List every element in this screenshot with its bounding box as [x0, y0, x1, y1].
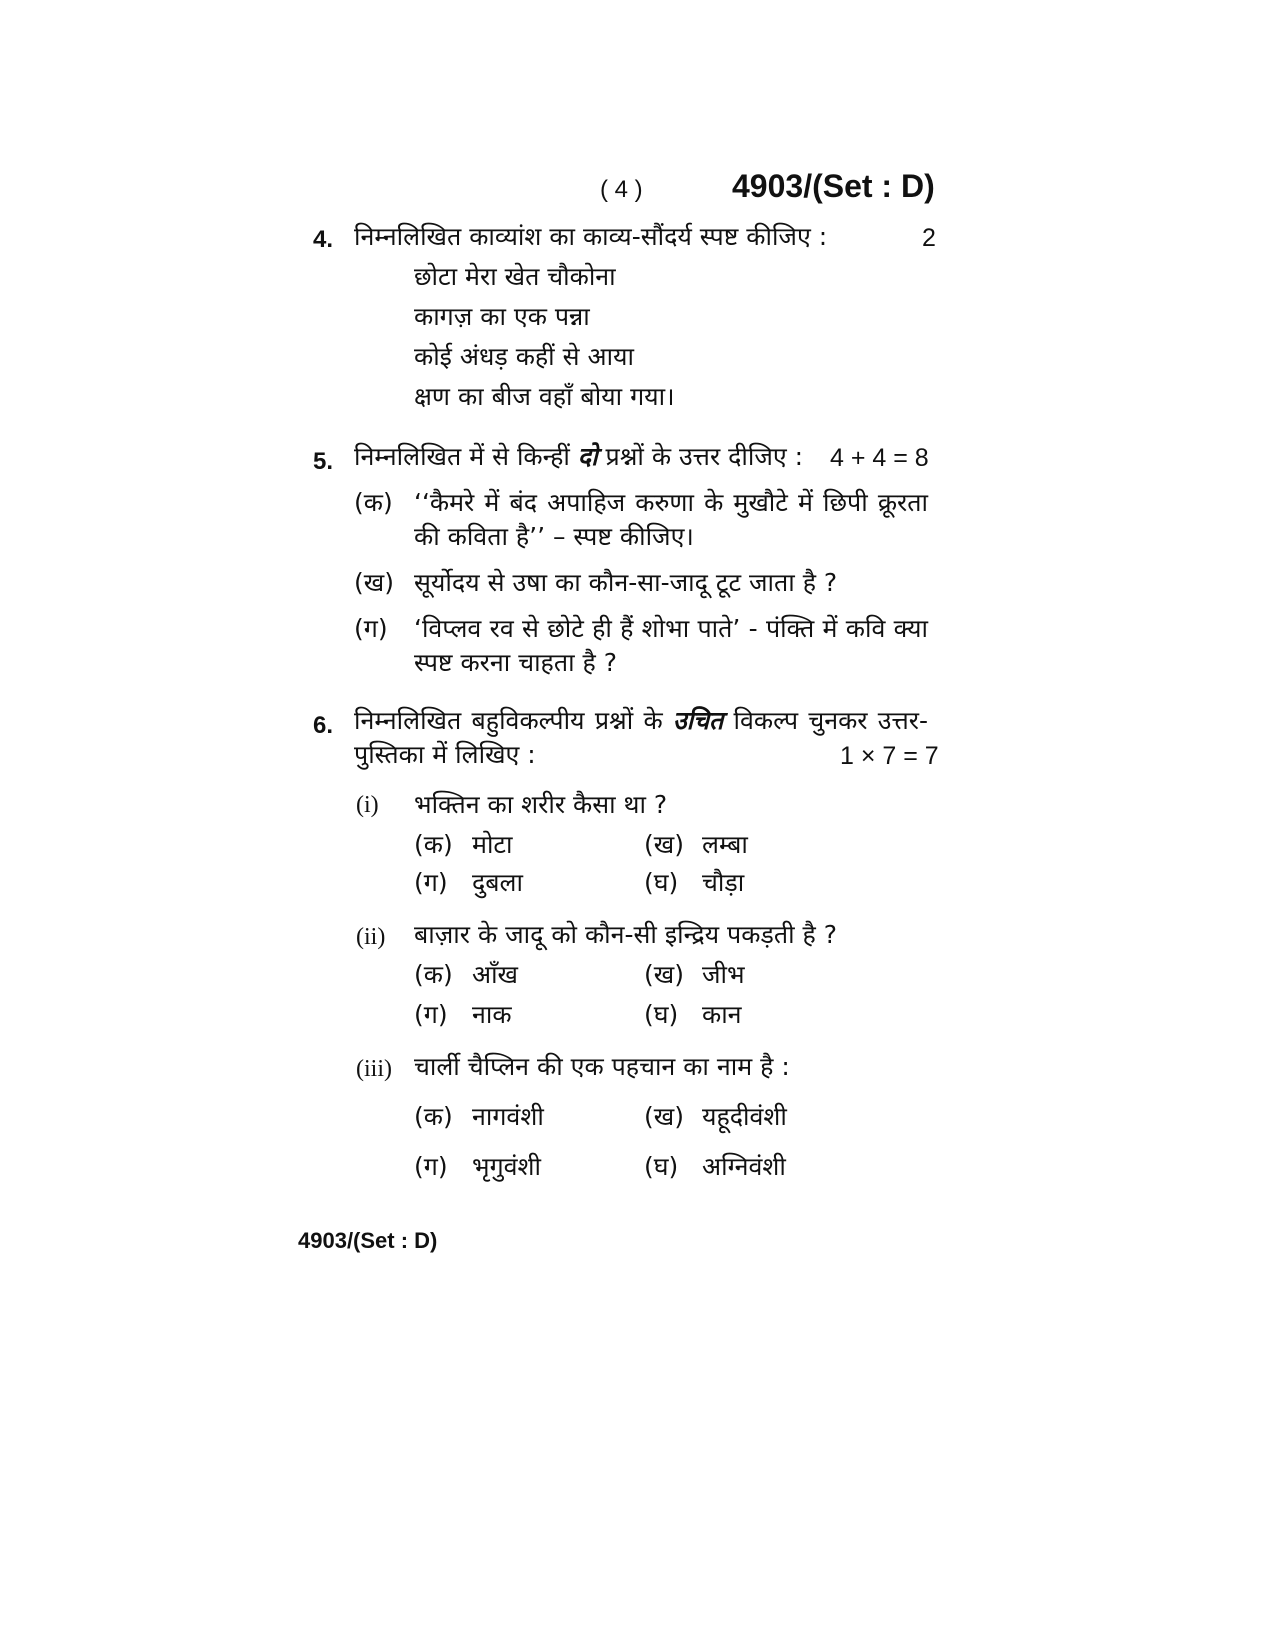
q6-sub-label: (iii) [356, 1056, 392, 1082]
q5-text-pre: निम्नलिखित में से किन्हीं [354, 442, 570, 471]
option-text: यहूदीवंशी [702, 1102, 787, 1131]
option-text: नागवंशी [472, 1102, 544, 1131]
q6-text [354, 704, 928, 738]
page-number: ( 4 ) [600, 176, 643, 203]
q4-poem-line: छोटा मेरा खेत चौकोना [414, 262, 616, 291]
option-label: (ख) [644, 960, 684, 989]
q5-number: 5. [313, 448, 334, 475]
option-label: (ख) [644, 830, 684, 859]
q4-number: 4. [313, 226, 334, 253]
q6-text-line2: पुस्तिका में लिखिए : [354, 740, 536, 769]
q4-poem-line: क्षण का बीज वहाँ बोया गया। [414, 382, 675, 411]
option-label: (क) [414, 960, 453, 989]
q5-part-text: सूर्योदय से उषा का कौन-सा-जादू टूट जाता है ? [414, 568, 838, 597]
option-text: आँख [472, 960, 519, 989]
q6-number: 6. [313, 712, 334, 739]
option-label: (ख) [644, 1102, 684, 1131]
q4-poem-line: कोई अंधड़ कहीं से आया [414, 342, 634, 371]
q6-sub-question: चार्ली चैप्लिन की एक पहचान का नाम है : [414, 1052, 790, 1081]
q6-marks: 1 × 7 = 7 [840, 742, 939, 770]
option-text: मोटा [472, 830, 513, 859]
q4-marks: 2 [922, 224, 936, 252]
option-text: अग्निवंशी [702, 1152, 786, 1181]
set-code-header: 4903/(Set : D) [732, 168, 935, 204]
option-label: (ग) [414, 1152, 448, 1181]
q5-text [354, 440, 803, 474]
q5-text-post: प्रश्नों के उत्तर दीजिए : [605, 442, 804, 471]
option-label: (क) [414, 830, 453, 859]
q6-text-pre: निम्नलिखित बहुविकल्पीय प्रश्नों के [354, 706, 663, 735]
q4-text: निम्नलिखित काव्यांश का काव्य-सौंदर्य स्पष्ट कीजिए : [354, 222, 828, 251]
option-label: (ग) [414, 868, 448, 897]
q5-part-label: (ग) [354, 614, 388, 643]
option-label: (घ) [644, 1152, 679, 1181]
option-label: (क) [414, 1102, 453, 1131]
q5-part-label: (क) [354, 488, 393, 517]
q5-part-text: ‘विप्लव रव से छोटे ही हैं शोभा पाते’ - पंक्ति में कवि क्या [414, 614, 928, 643]
option-text: भृगुवंशी [472, 1152, 542, 1181]
q6-emphasis: उचित [672, 706, 724, 735]
q6-sub-question: बाज़ार के जादू को कौन-सी इन्द्रिय पकड़ती है ? [414, 920, 837, 949]
q5-part-label: (ख) [354, 568, 394, 597]
option-text: जीभ [702, 960, 745, 989]
q5-part-text: ‘‘कैमरे में बंद अपाहिज करुणा के मुखौटे में छिपी क्रूरता [414, 488, 928, 517]
option-label: (ग) [414, 1000, 448, 1029]
option-label: (घ) [644, 868, 679, 897]
q5-marks: 4 + 4 = 8 [830, 444, 929, 472]
option-text: लम्बा [702, 830, 748, 859]
q5-part-text: स्पष्ट करना चाहता है ? [414, 648, 617, 677]
q6-text-post: विकल्प चुनकर उत्तर- [733, 706, 928, 735]
q6-sub-question: भक्तिन का शरीर कैसा था ? [414, 790, 668, 819]
set-code-footer: 4903/(Set : D) [298, 1228, 438, 1253]
option-label: (घ) [644, 1000, 679, 1029]
q6-sub-label: (i) [356, 792, 379, 818]
q6-sub-label: (ii) [356, 924, 386, 950]
option-text: नाक [472, 1000, 512, 1029]
option-text: दुबला [472, 868, 523, 897]
q4-poem-line: कागज़ का एक पन्ना [414, 302, 590, 331]
q5-emphasis: दो [577, 442, 598, 471]
option-text: चौड़ा [702, 868, 745, 897]
option-text: कान [702, 1000, 742, 1029]
q5-part-text: की कविता है’’ – स्पष्ट कीजिए। [414, 522, 694, 551]
